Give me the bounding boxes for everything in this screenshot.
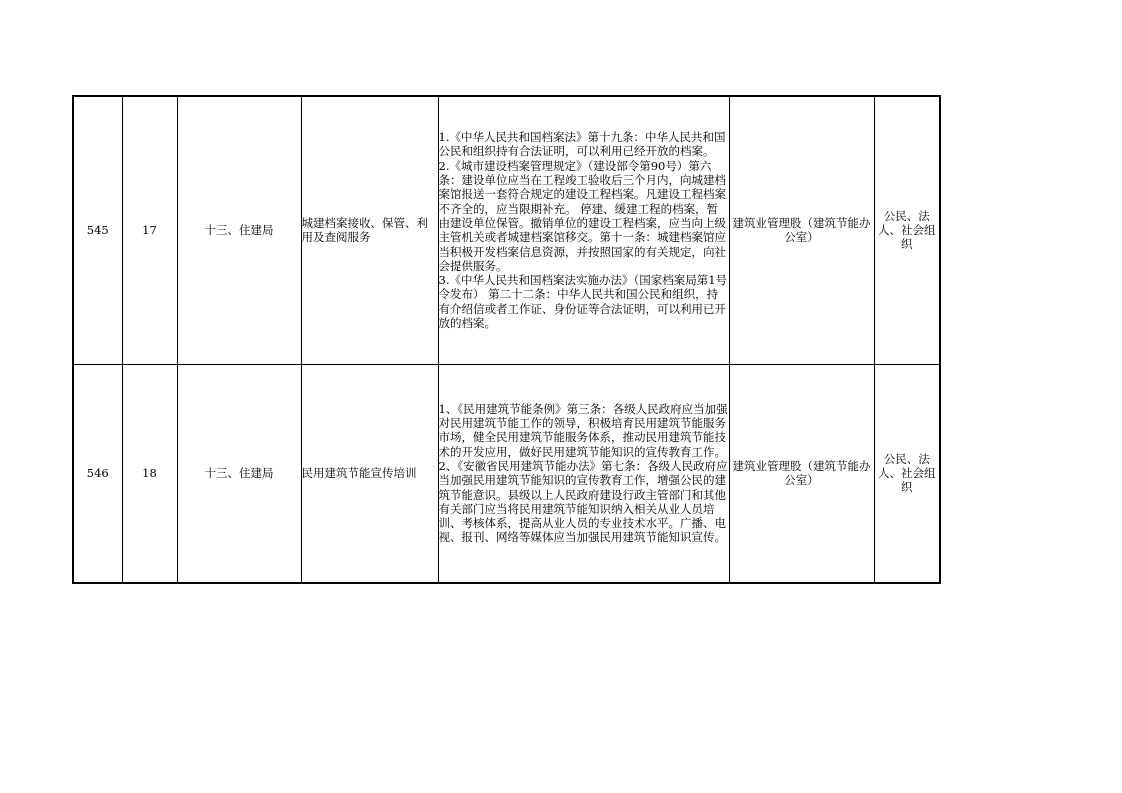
row-target-cell: 公民、法人、社会组织	[874, 96, 940, 364]
row-seq-cell: 545	[73, 96, 122, 364]
row-agency-cell: 十三、住建局	[177, 364, 301, 583]
row-basis-cell: 1、《民用建筑节能条例》第三条：各级人民政府应当加强对民用建筑节能工作的领导，积极培育民用建筑节能服务市场，健全民用建筑节能服务体系，推动民用建筑节能技术的开发应用，做好民用建筑节能知识的宣传教育工作。 2、《安徽省民用建筑节能办法》第七条：各级人民政府应当加强民用建筑节能知识的宣传教育工作，增强公民的建筑节能意识。县级以上人民政府建设行政主管部门和其他有关部门应当将民用建筑节能知识纳入相关从业人员培训、考核体系，提高从业人员的专业技术水平。广播、电视、报刊、网络等媒体应当加强民用建筑节能知识宣传。	[438, 364, 729, 583]
row-target-cell: 公民、法人、社会组织	[874, 364, 940, 583]
row-item-cell: 城建档案接收、保管、利用及查阅服务	[301, 96, 438, 364]
row-department-cell: 建筑业管理股（建筑节能办公室）	[729, 364, 874, 583]
row-sub-seq-cell: 17	[122, 96, 177, 364]
row-seq-cell: 546	[73, 364, 122, 583]
table-row	[73, 96, 940, 364]
table-row	[73, 364, 940, 583]
row-item-cell: 民用建筑节能宣传培训	[301, 364, 438, 583]
row-sub-seq-cell: 18	[122, 364, 177, 583]
row-agency-cell: 十三、住建局	[177, 96, 301, 364]
row-department-cell: 建筑业管理股（建筑节能办公室）	[729, 96, 874, 364]
service-list-table	[72, 95, 941, 584]
row-basis-cell: 1.《中华人民共和国档案法》第十九条：中华人民共和国公民和组织持有合法证明，可以利用已经开放的档案。 2.《城市建设档案管理规定》（建设部令第90号）第六条：建设单位应当在工程竣工验收后三个月内，向城建档案馆报送一套符合规定的建设工程档案。凡建设工程档案不齐全的，应当限期补充。 停建、缓建工程的档案，暂由建设单位保管。撤销单位的建设工程档案，应当向上级主管机关或者城建档案馆移交。第十一条：城建档案馆应当积极开发档案信息资源，并按照国家的有关规定，向社会提供服务。 3.《中华人民共和国档案法实施办法》（国家档案局第1号令发布） 第二十二条：中华人民共和国公民和组织，持有介绍信或者工作证、身份证等合法证明，可以利用已开放的档案。	[438, 96, 729, 364]
